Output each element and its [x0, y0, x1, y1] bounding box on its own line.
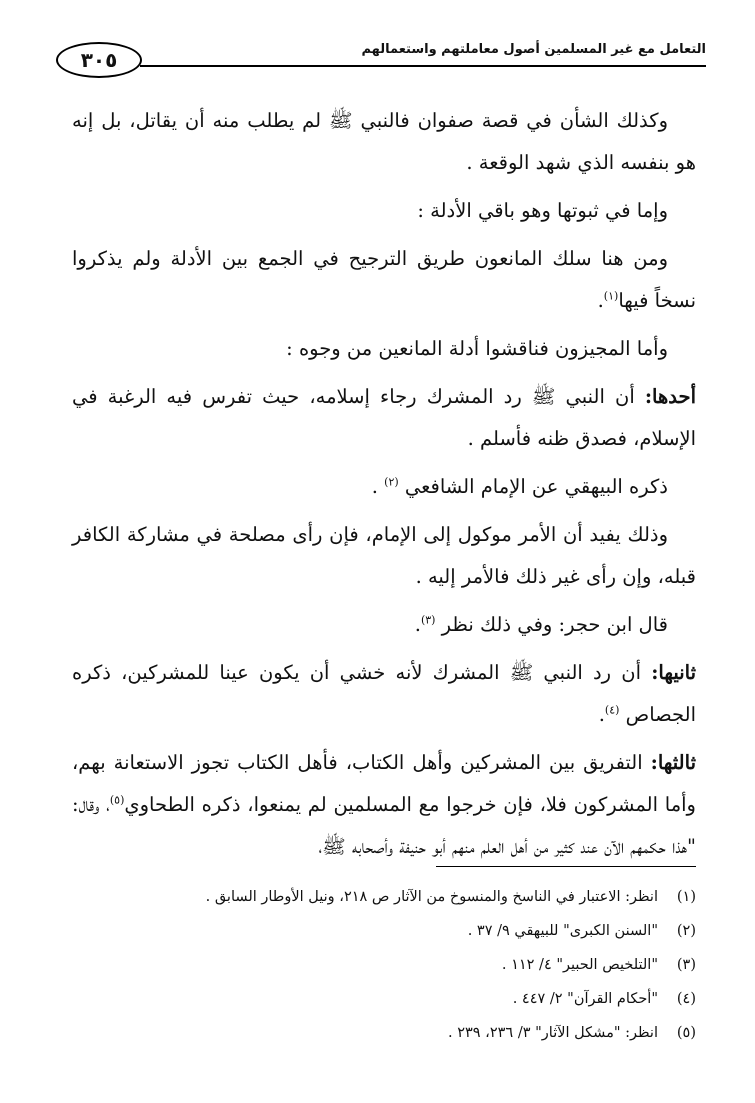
paragraph: [72, 466, 696, 508]
paragraph: [72, 604, 696, 646]
paragraph-tail: .: [597, 289, 604, 312]
paragraph: [72, 238, 696, 322]
footnote-ref: (١): [603, 289, 619, 303]
paragraph-text: أن النبي ﷺ رد المشرك رجاء إسلامه، حيث تفرس فيه الرغبة في الإسلام، فصدق ظنه فأسلم .: [72, 385, 696, 450]
paragraph-text: وكذلك الشأن في قصة صفوان فالنبي ﷺ لم يطلب منه أن يقاتل، بل إنه هو بنفسه الذي شهد الوقعة .: [72, 109, 696, 174]
paragraph-tail: ، وقال: "هذا حكمهم الآن عند كثير من أهل العلم منهم أبو حنيفة وأصحابه ﷺ،: [72, 793, 696, 858]
main-text: [72, 100, 696, 874]
paragraph-text: أن رد النبي ﷺ المشرك لأنه خشي أن يكون عينا للمشركين، ذكره الجصاص: [72, 661, 696, 726]
paragraph-text: وإما في ثبوتها وهو باقي الأدلة :: [417, 199, 668, 222]
footnote: [72, 948, 696, 982]
paragraph-text: قال ابن حجر: وفي ذلك نظر: [441, 613, 668, 636]
paragraph-tail: .: [414, 613, 421, 636]
footnote-text: "التلخيص الحبير" ٤/ ١١٢ .: [501, 957, 658, 973]
footnote: [72, 1016, 696, 1050]
paragraph-label: ثالثها:: [650, 751, 696, 774]
paragraph: [72, 742, 696, 868]
footnote: [72, 982, 696, 1016]
running-header: [56, 38, 706, 78]
paragraph: [72, 514, 696, 598]
footnote: [72, 880, 696, 914]
footnote-ref: (٤): [604, 703, 620, 717]
footnote-number: (١): [676, 889, 696, 905]
paragraph-text: وأما المجيزون فناقشوا أدلة المانعين من وجوه :: [286, 337, 668, 360]
paragraph: [72, 652, 696, 736]
paragraph-text: وذلك يفيد أن الأمر موكول إلى الإمام، فإن رأى مصلحة في مشاركة الكافر قبله، وإن رأى غير ذلك فالأمر إليه .: [72, 523, 696, 588]
paragraph: [72, 376, 696, 460]
paragraph-text: التفريق بين المشركين وأهل الكتاب، فأهل الكتاب تجوز الاستعانة بهم، وأما المشركون فلا، فإن خرجوا مع المسلمين لم يمنعوا، ذكره الطحاوي: [72, 751, 696, 816]
footnote-text: "السنن الكبرى" للبيهقي ٩/ ٣٧ .: [467, 923, 658, 939]
footnote-number: (٢): [676, 923, 696, 939]
paragraph: [72, 328, 696, 370]
paragraph-tail: .: [371, 475, 378, 498]
page-number-badge: [56, 42, 142, 78]
page-number: ٣٠٥: [80, 48, 118, 72]
footnote-text: "أحكام القرآن" ٢/ ٤٤٧ .: [512, 991, 658, 1007]
footnote-ref: (٣): [420, 613, 436, 627]
paragraph-text: ذكره البيهقي عن الإمام الشافعي: [404, 475, 668, 498]
footnote-ref: (٥): [109, 793, 125, 807]
header-title: التعامل مع غير المسلمين أصول معاملتهم واستعمالهم: [361, 42, 706, 57]
footnote: [72, 914, 696, 948]
paragraph-label: ثانيها:: [651, 661, 696, 684]
footnote-ref: (٢): [384, 475, 399, 489]
footnote-number: (٥): [676, 1025, 696, 1041]
footnote-text: انظر: الاعتبار في الناسخ والمنسوخ من الآثار ص ٢١٨، ونيل الأوطار السابق .: [205, 889, 658, 905]
footnote-text: انظر: "مشكل الآثار" ٣/ ٢٣٦، ٢٣٩ .: [447, 1025, 658, 1041]
paragraph-label: أحدها:: [644, 385, 696, 408]
paragraph-tail: .: [598, 703, 605, 726]
footnote-number: (٤): [676, 991, 696, 1007]
paragraph: [72, 190, 696, 232]
paragraph: [72, 100, 696, 184]
footnote-number: (٣): [676, 957, 696, 973]
header-rule: [140, 65, 706, 67]
paragraph-text: ومن هنا سلك المانعون طريق الترجيح في الجمع بين الأدلة ولم يذكروا نسخاً فيها: [72, 247, 696, 312]
footnote-separator: [436, 866, 696, 867]
footnotes: [72, 880, 696, 1050]
